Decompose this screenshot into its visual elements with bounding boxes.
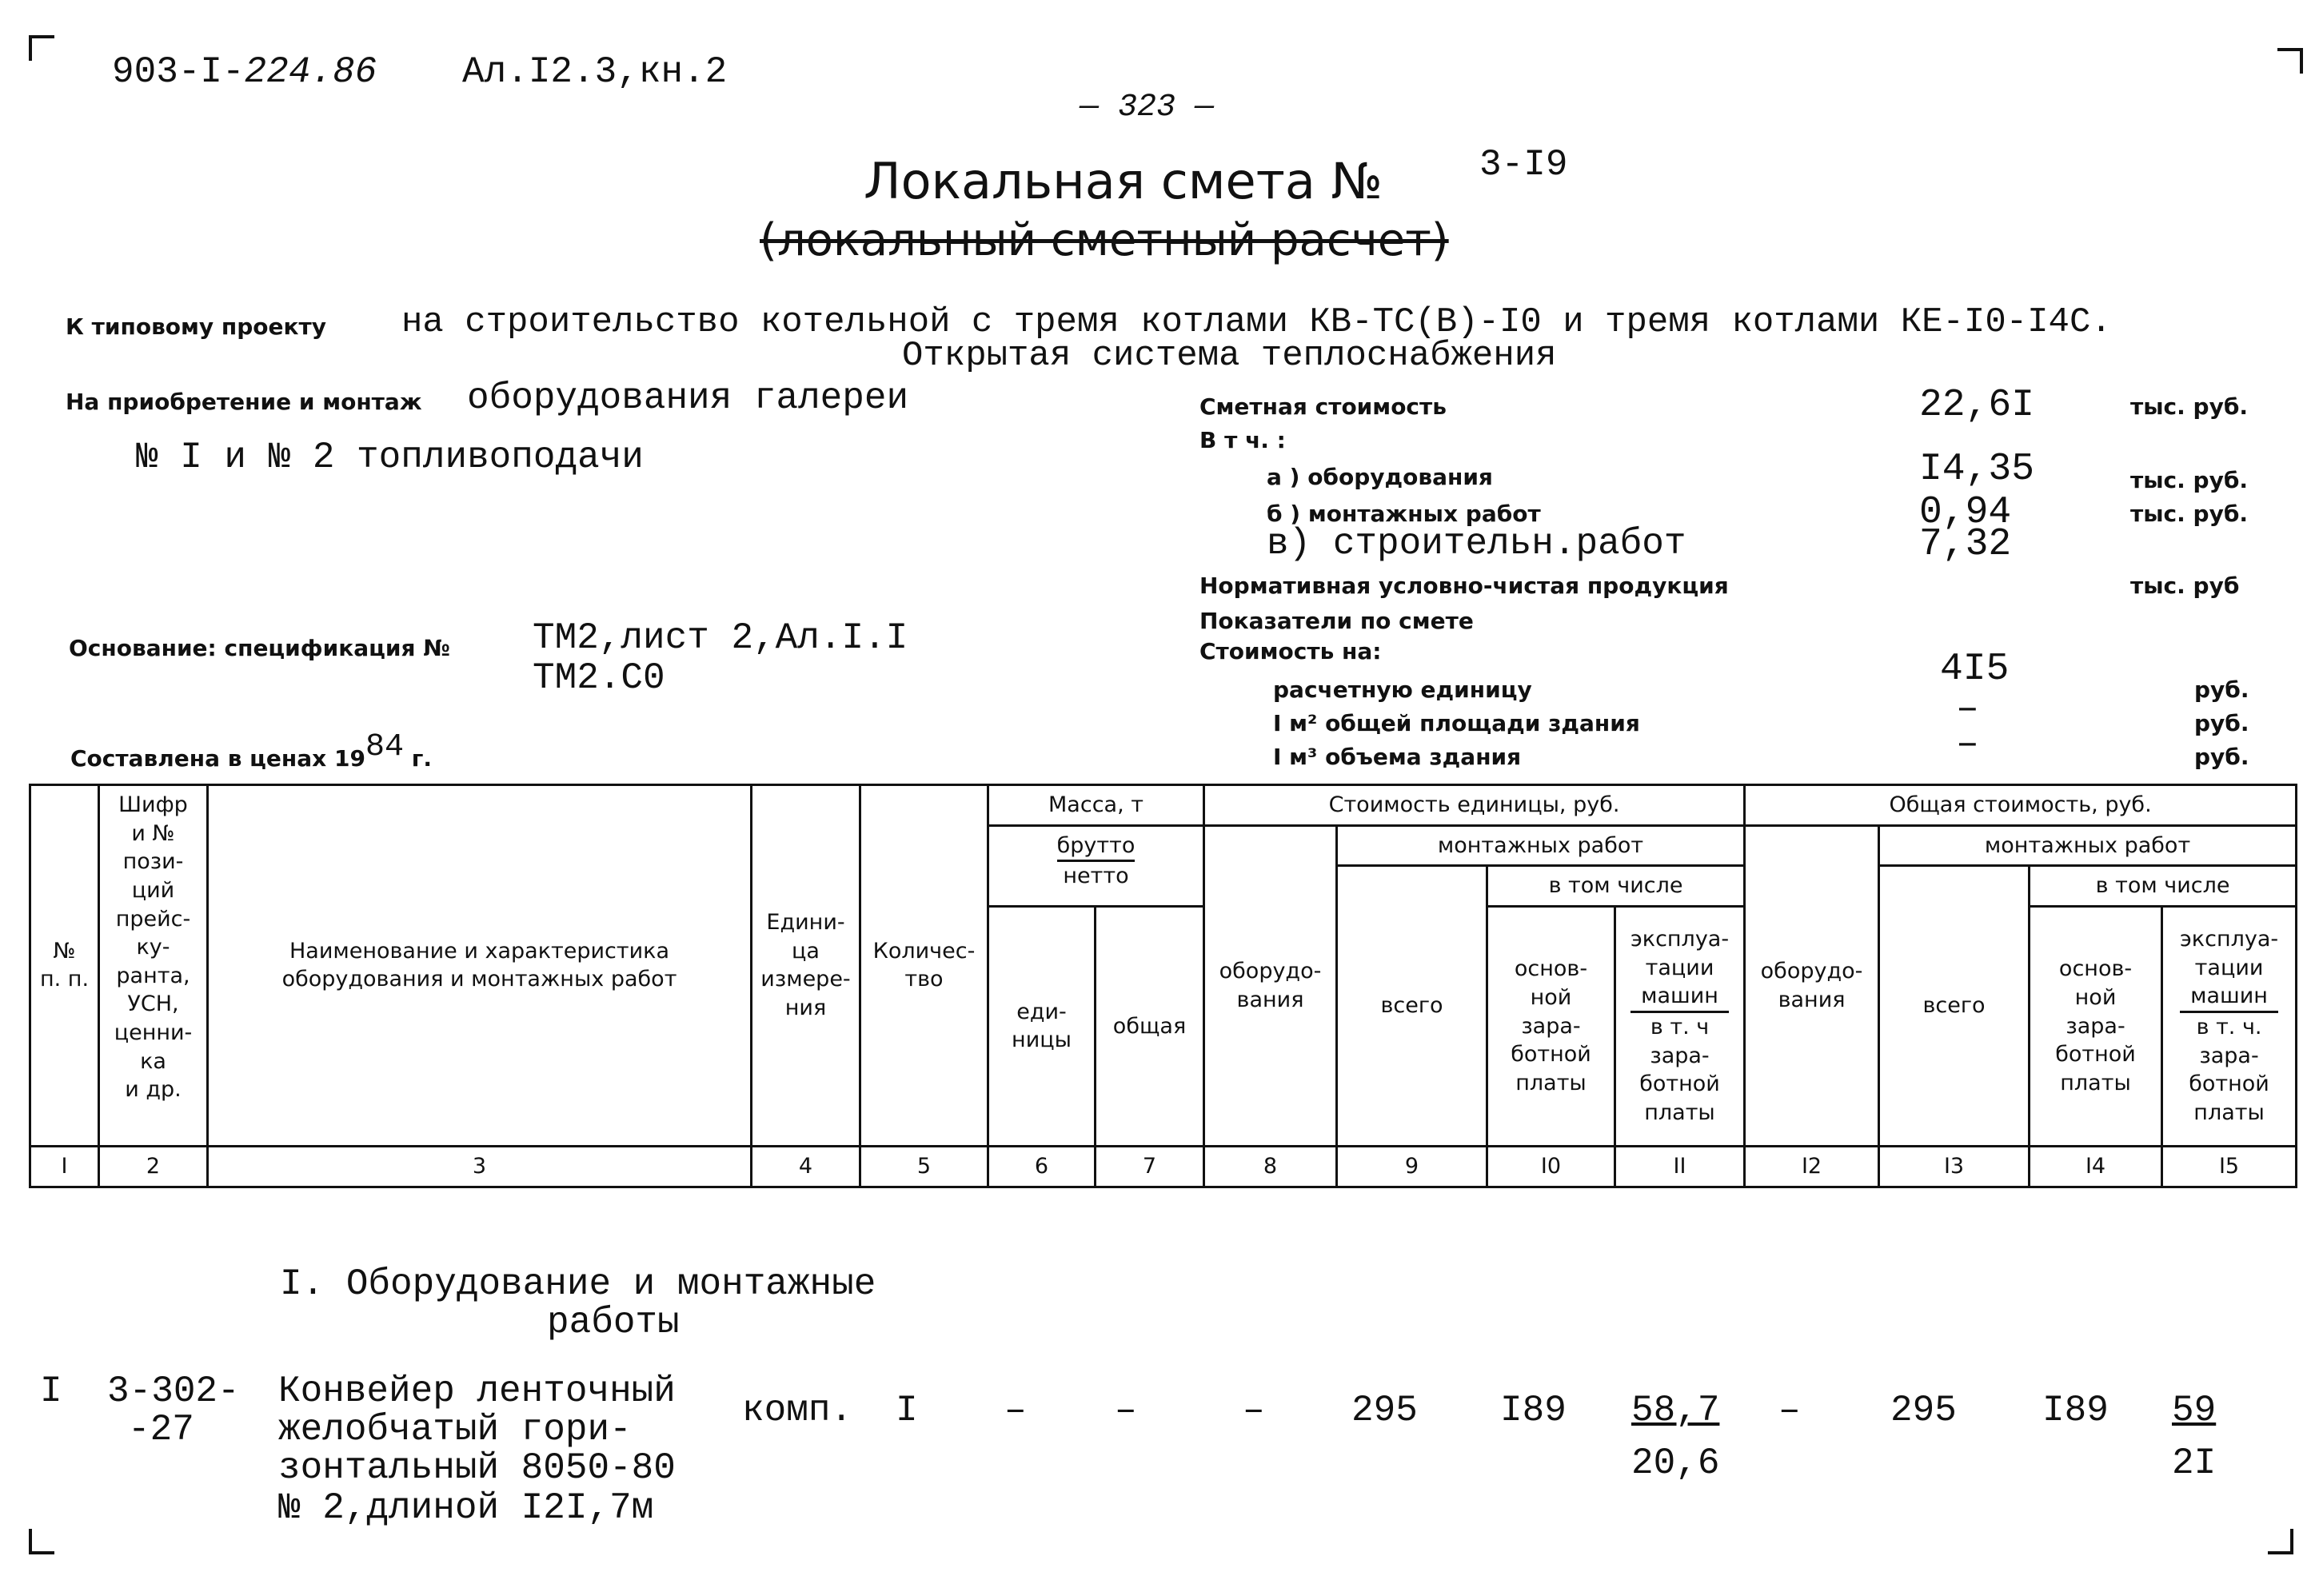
basis-label: Основание: спецификация № <box>69 635 450 661</box>
column-number: 3 <box>208 1146 752 1187</box>
col-quantity-label: Количес- тво <box>872 938 976 992</box>
section-title-line-1: I. Оборудование и монтажные <box>280 1263 876 1305</box>
col-mass-unit-label: еди- ницы <box>1012 999 1072 1053</box>
estimate-table-header <box>29 784 2297 1188</box>
equipment-cost-label: а ) оборудования <box>1267 464 1493 490</box>
column-number: 6 <box>988 1146 1096 1187</box>
indicators-label: Показатели по смете <box>1199 608 1474 634</box>
incl-header-2: в том числе <box>2030 866 2297 907</box>
build-cost-value: 7,32 <box>1919 523 2012 566</box>
column-number: 9 <box>1337 1146 1487 1187</box>
column-number: II <box>1615 1146 1745 1187</box>
row-number: I <box>40 1371 62 1412</box>
area-value: – <box>1956 688 1979 731</box>
row-name-line-1: Конвейер ленточный <box>278 1371 676 1412</box>
row-total-wage: I89 <box>2042 1390 2109 1431</box>
section-title-line-2: работы <box>547 1302 680 1343</box>
album-reference: Ал.I2.3,кн.2 <box>462 51 728 93</box>
total-cost-label: Сметная стоимость <box>1199 393 1447 420</box>
column-number: 5 <box>860 1146 988 1187</box>
column-number-row <box>30 1146 2297 1187</box>
column-number: I2 <box>1745 1146 1879 1187</box>
basis-value-2: ТМ2.С0 <box>533 657 665 699</box>
calc-unit-label: расчетную единицу <box>1273 676 1532 703</box>
brutto-netto-header <box>988 825 1204 906</box>
purpose-value-2: № I и № 2 топливоподачи <box>136 437 644 478</box>
row-name-line-3: зонтальный 8050-80 <box>278 1447 676 1489</box>
incl-header: в том числе <box>1487 866 1745 907</box>
project-line-1: на строительство котельной с тремя котлами КВ-ТС(В)-I0 и тремя котлами КЕ-I0-I4С. <box>401 302 2112 342</box>
project-line-2: Открытая система теплоснабжения <box>902 336 1557 376</box>
column-number: I3 <box>1879 1146 2030 1187</box>
row-code-line-2: -27 <box>128 1409 194 1450</box>
col-install-total-header: всего <box>1337 866 1487 1147</box>
prices-label-text: Составлена в ценах 19 <box>70 745 365 772</box>
row-name-line-4: № 2,длиной I2I,7м <box>278 1487 654 1529</box>
col-equipment-label: оборудо- вания <box>1219 959 1322 1012</box>
page-number: — 323 — <box>1080 90 1215 126</box>
equipment-cost-value: I4,35 <box>1919 448 2035 491</box>
equipment-cost-unit: тыс. руб. <box>2130 467 2249 493</box>
total-cost-group-header: Общая стоимость, руб. <box>1745 785 2297 826</box>
unit-cost-group-header: Стоимость единицы, руб. <box>1204 785 1745 826</box>
prices-suffix: г. <box>403 745 432 772</box>
col-machine-label: эксплуа- тации машин <box>1630 925 1729 1013</box>
corner-mark-bottom-right <box>2268 1529 2293 1554</box>
col-total-wage-label: основ- ной зара- ботной платы <box>2055 956 2136 1095</box>
page-subtitle: (локальный сметный расчет) <box>760 214 1449 266</box>
col-equipment-header <box>1204 825 1337 1146</box>
row-total-machine: 59 <box>2172 1390 2217 1431</box>
document-code-prefix: 903-I- <box>112 51 245 93</box>
install-works-header: монтажных работ <box>1337 825 1745 866</box>
col-total-equipment-header <box>1745 825 1879 1146</box>
calc-unit-unit: руб. <box>2194 676 2249 703</box>
basis-value-1: ТМ2,лист 2,Ал.I.I <box>533 617 908 659</box>
column-number: 4 <box>752 1146 860 1187</box>
install-cost-label: б ) монтажных работ <box>1267 501 1541 527</box>
row-machine-cost: 58,7 <box>1631 1390 1720 1431</box>
row-total-machine-wage: 2I <box>2172 1442 2217 1484</box>
col-total-machine-label: эксплуа- тации машин <box>2180 925 2278 1013</box>
col-unit-header <box>752 785 860 1147</box>
row-machine-wage: 20,6 <box>1631 1442 1720 1484</box>
estimate-number: 3-I9 <box>1479 144 1568 186</box>
col-number-label: № п. п. <box>39 938 90 992</box>
volume-unit: руб. <box>2194 744 2249 770</box>
col-name-header <box>208 785 752 1147</box>
install-works-header-2: монтажных работ <box>1879 825 2297 866</box>
column-number: I5 <box>2162 1146 2297 1187</box>
including-label: В т ч. : <box>1199 427 1286 453</box>
project-label: К типовому проекту <box>66 313 327 340</box>
column-number: 8 <box>1204 1146 1337 1187</box>
col-total-install-header: всего <box>1879 866 2030 1147</box>
column-number: I0 <box>1487 1146 1615 1187</box>
netto-label: нетто <box>1063 864 1129 889</box>
area-unit: руб. <box>2194 710 2249 736</box>
row-unit: комп. <box>742 1390 853 1431</box>
col-name-label: Наименование и характеристика оборудования и монтажных работ <box>281 938 677 992</box>
col-total-machine-wage-label: в т. ч. зара- ботной платы <box>2189 1015 2269 1125</box>
build-cost-label: в) строительн.работ <box>1267 523 1686 565</box>
col-quantity-header <box>860 785 988 1147</box>
row-code-line-1: 3-302- <box>107 1371 240 1412</box>
document-code <box>112 51 377 93</box>
row-equipment-cost: – <box>1243 1390 1265 1431</box>
net-product-label: Нормативная условно-чистая продукция <box>1199 573 1729 599</box>
total-cost-value: 22,6I <box>1919 384 2035 427</box>
total-cost-unit: тыс. руб. <box>2130 393 2249 420</box>
row-name-line-2: желобчатый гори- <box>278 1409 632 1450</box>
row-quantity: I <box>896 1390 918 1431</box>
page-title: Локальная смета № <box>864 152 1383 210</box>
brutto-label: брутто <box>1057 832 1136 863</box>
corner-mark-top-left <box>29 35 54 61</box>
prices-year: 84 <box>365 729 404 765</box>
col-number-header <box>30 785 99 1147</box>
col-total-wage-header <box>2030 906 2162 1146</box>
col-total-machine-header <box>2162 906 2297 1146</box>
col-machine-header <box>1615 906 1745 1146</box>
row-install-total: 295 <box>1351 1390 1418 1431</box>
cost-per-label: Стоимость на: <box>1199 638 1382 664</box>
col-mass-total-header: общая <box>1096 906 1204 1146</box>
row-mass-unit: – <box>1004 1390 1027 1431</box>
corner-mark-bottom-left <box>29 1529 54 1554</box>
mass-group-header: Масса, т <box>988 785 1204 826</box>
document-code-handwritten: 224.86 <box>244 51 377 93</box>
corner-mark-top-right <box>2277 48 2303 74</box>
col-mass-unit-header <box>988 906 1096 1146</box>
col-wage-header <box>1487 906 1615 1146</box>
row-total-install: 295 <box>1890 1390 1957 1431</box>
purpose-label: На приобретение и монтаж <box>66 389 422 415</box>
row-total-equipment: – <box>1778 1390 1801 1431</box>
column-number: I4 <box>2030 1146 2162 1187</box>
volume-value: – <box>1956 723 1979 766</box>
area-label: I м² общей площади здания <box>1273 710 1640 736</box>
col-code-label: Шифр и № пози- ций прейс- ку- ранта, УСН, ценни- ка и др. <box>114 792 193 1103</box>
calc-unit-value: 4I5 <box>1940 648 2010 691</box>
row-mass-total: – <box>1115 1390 1137 1431</box>
col-machine-wage-label: в т. ч зара- ботной платы <box>1639 1015 1720 1125</box>
install-cost-unit: тыс. руб. <box>2130 501 2249 527</box>
column-number: 7 <box>1096 1146 1204 1187</box>
col-total-equipment-label: оборудо- вания <box>1760 959 1863 1012</box>
purpose-value-1: оборудования галереи <box>467 377 909 419</box>
net-product-unit: тыс. руб <box>2130 573 2240 599</box>
col-wage-label: основ- ной зара- ботной платы <box>1511 956 1591 1095</box>
volume-label: I м³ объема здания <box>1273 744 1522 770</box>
col-unit-label: Едини- ца измере- ния <box>760 910 851 1021</box>
row-install-wage: I89 <box>1500 1390 1567 1431</box>
col-code-header <box>99 785 208 1147</box>
install-cost-value: 0,94 <box>1919 491 2012 534</box>
column-number: I <box>30 1146 99 1187</box>
column-number: 2 <box>99 1146 208 1187</box>
prices-label <box>70 729 432 776</box>
